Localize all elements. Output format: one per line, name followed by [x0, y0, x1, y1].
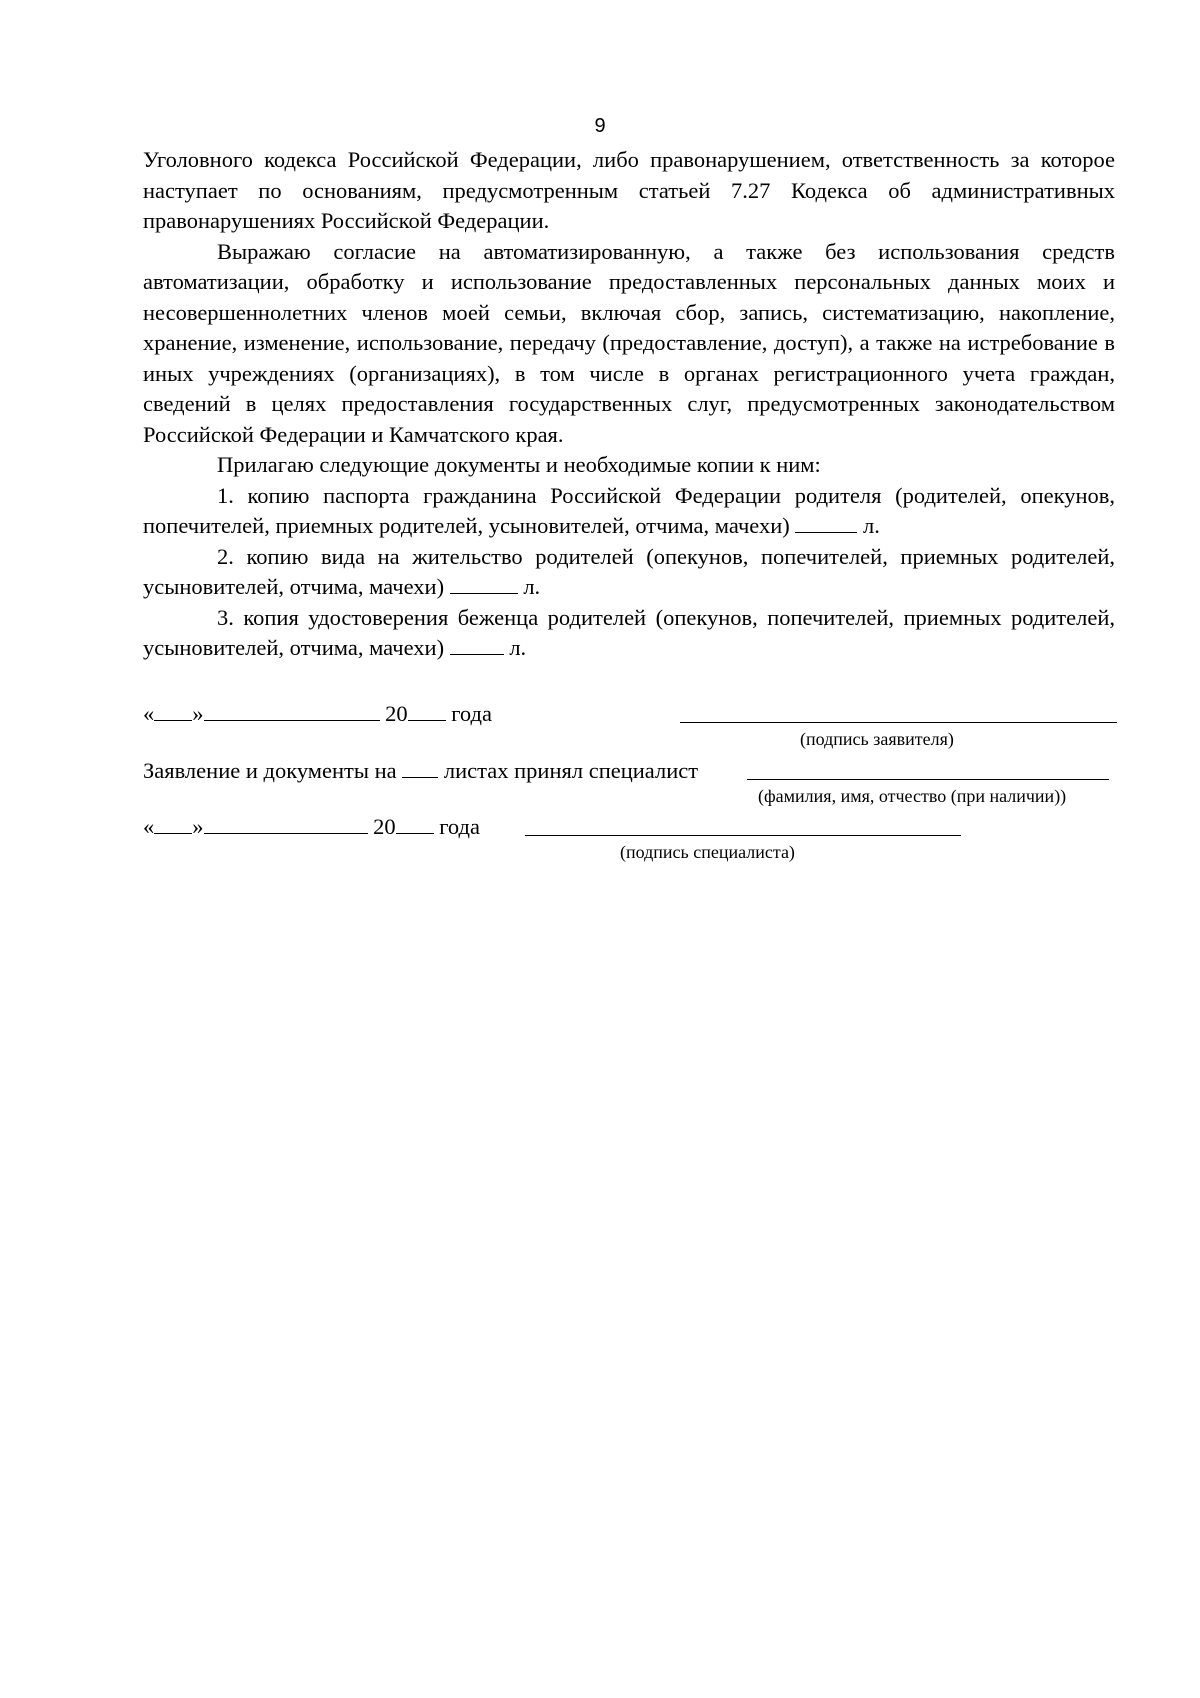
specialist-signature-line[interactable] [525, 815, 961, 836]
specialist-name-row [143, 757, 1115, 806]
accepted-prefix: Заявление и документы на [143, 758, 397, 783]
attachment-item-3-text: 3. копия удостоверения беженца родителей (опекунов, попечителей, приемных родителей, усыновителей, отчима, мачехи) [143, 604, 1115, 660]
year-blank-1[interactable] [408, 700, 446, 721]
day-blank-1[interactable] [154, 700, 192, 721]
applicant-signature-caption: (подпись заявителя) [800, 729, 954, 749]
paragraph-consent: Выражаю согласие на автоматизированную, а также без использования средств автоматизации, обработку и использование предоставленных персональных данных моих и несовершеннолетних членов моей семьи, включая сбор, запись, систематизацию, накопление, хранение, изменение, использование, передачу (предоставление, доступ), а также на истребование в иных учреждениях (организациях), в том числе в органах регистрационного учета граждан, сведений в целях предоставления государственных слуг, предусмотренных законодательством Российской Федерации и Камчатского края. [143, 238, 1115, 447]
attachment-item-2-text: 2. копию вида на жительство родителей (опекунов, попечителей, приемных родителей, усыновителей, отчима, мачехи) [143, 543, 1115, 599]
specialist-signature-caption: (подпись специалиста) [620, 842, 795, 862]
year-blank-2[interactable] [396, 813, 434, 834]
year-prefix-1: 20 [385, 701, 408, 726]
accepted-middle: листах принял специалист [443, 758, 699, 783]
applicant-signature-row [143, 700, 1115, 749]
specialist-name-caption: (фамилия, имя, отчество (при наличии)) [758, 786, 1067, 806]
month-blank-2[interactable] [204, 813, 368, 834]
specialist-signature-row [143, 813, 1115, 862]
document-body [143, 145, 1115, 664]
day-blank-2[interactable] [154, 813, 192, 834]
attachment-item-3 [143, 603, 1115, 664]
year-word-2: года [439, 814, 480, 839]
date-quote-open-1: « [143, 701, 155, 726]
sheets-count-blank-3[interactable] [450, 634, 504, 655]
month-blank-1[interactable] [204, 700, 380, 721]
year-prefix-2: 20 [373, 814, 396, 839]
sheets-count-blank-1[interactable] [795, 512, 857, 533]
sheets-count-blank-2[interactable] [450, 573, 518, 594]
date-quote-open-2: « [143, 814, 155, 839]
sheets-suffix-1: л. [863, 513, 880, 538]
paragraph-attachments-intro: Прилагаю следующие документы и необходимые копии к ним: [217, 452, 821, 477]
sheets-accepted-blank[interactable] [402, 757, 438, 778]
paragraph-continuation: Уголовного кодекса Российской Федерации, либо правонарушением, ответственность за которое наступает по основаниям, предусмотренным статьей 7.27 Кодекса об административных правонарушениях Российской Федерации. [143, 147, 1115, 233]
attachment-item-1-text: 1. копию паспорта гражданина Российской Федерации родителя (родителей, опекунов, попечителей, приемных родителей, усыновителей, отчима, мачехи) [143, 482, 1115, 538]
applicant-signature-line[interactable] [680, 702, 1117, 723]
attachment-item-1 [143, 481, 1115, 542]
date-quote-close-1: » [192, 701, 204, 726]
year-word-1: года [451, 701, 492, 726]
page-number: 9 [594, 115, 606, 137]
date-quote-close-2: » [192, 814, 204, 839]
sheets-suffix-2: л. [523, 574, 541, 599]
specialist-name-line[interactable] [747, 759, 1109, 780]
attachment-item-2 [143, 542, 1115, 603]
sheets-suffix-3: л. [509, 635, 527, 660]
